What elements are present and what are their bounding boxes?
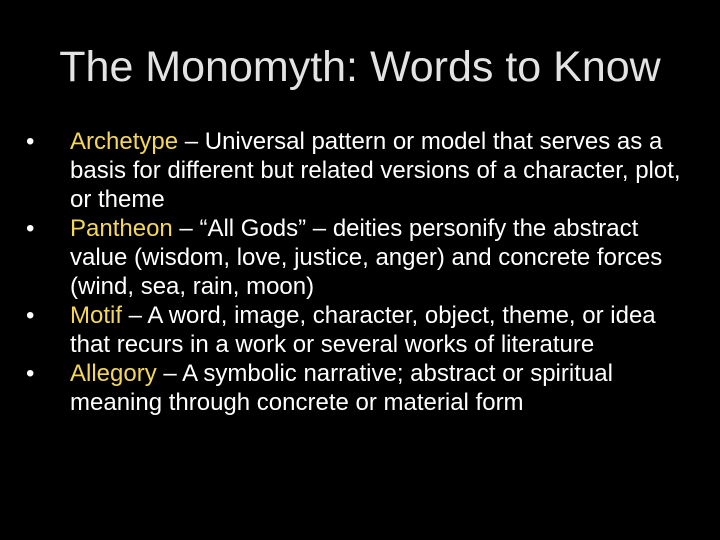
bullet-icon: •: [26, 302, 35, 329]
bullet-item-pantheon: [26, 214, 686, 301]
definition-pantheon: – “All Gods” – deities personify the abstract value (wisdom, love, justice, anger) and concrete forces (wind, sea, rain, moon): [70, 215, 663, 300]
bullet-icon: •: [26, 128, 35, 155]
term-archetype: Archetype: [70, 128, 179, 155]
bullet-item-archetype: [26, 127, 686, 214]
definition-allegory: – A symbolic narrative; abstract or spiritual meaning through concrete or material form: [70, 360, 613, 416]
bullet-item-motif: [26, 301, 686, 359]
bullet-item-allegory: [26, 359, 686, 417]
term-pantheon: Pantheon: [70, 215, 173, 242]
bullet-list: [26, 127, 686, 417]
term-motif: Motif: [70, 302, 123, 329]
slide-title: The Monomyth: Words to Know: [59, 43, 661, 91]
bullet-icon: •: [26, 215, 35, 242]
term-allegory: Allegory: [70, 360, 157, 387]
bullet-icon: •: [26, 360, 35, 387]
definition-motif: – A word, image, character, object, theme, or idea that recurs in a work or several works of literature: [70, 302, 656, 358]
definition-archetype: – Universal pattern or model that serves as a basis for different but related versions of a character, plot, or theme: [70, 128, 681, 213]
